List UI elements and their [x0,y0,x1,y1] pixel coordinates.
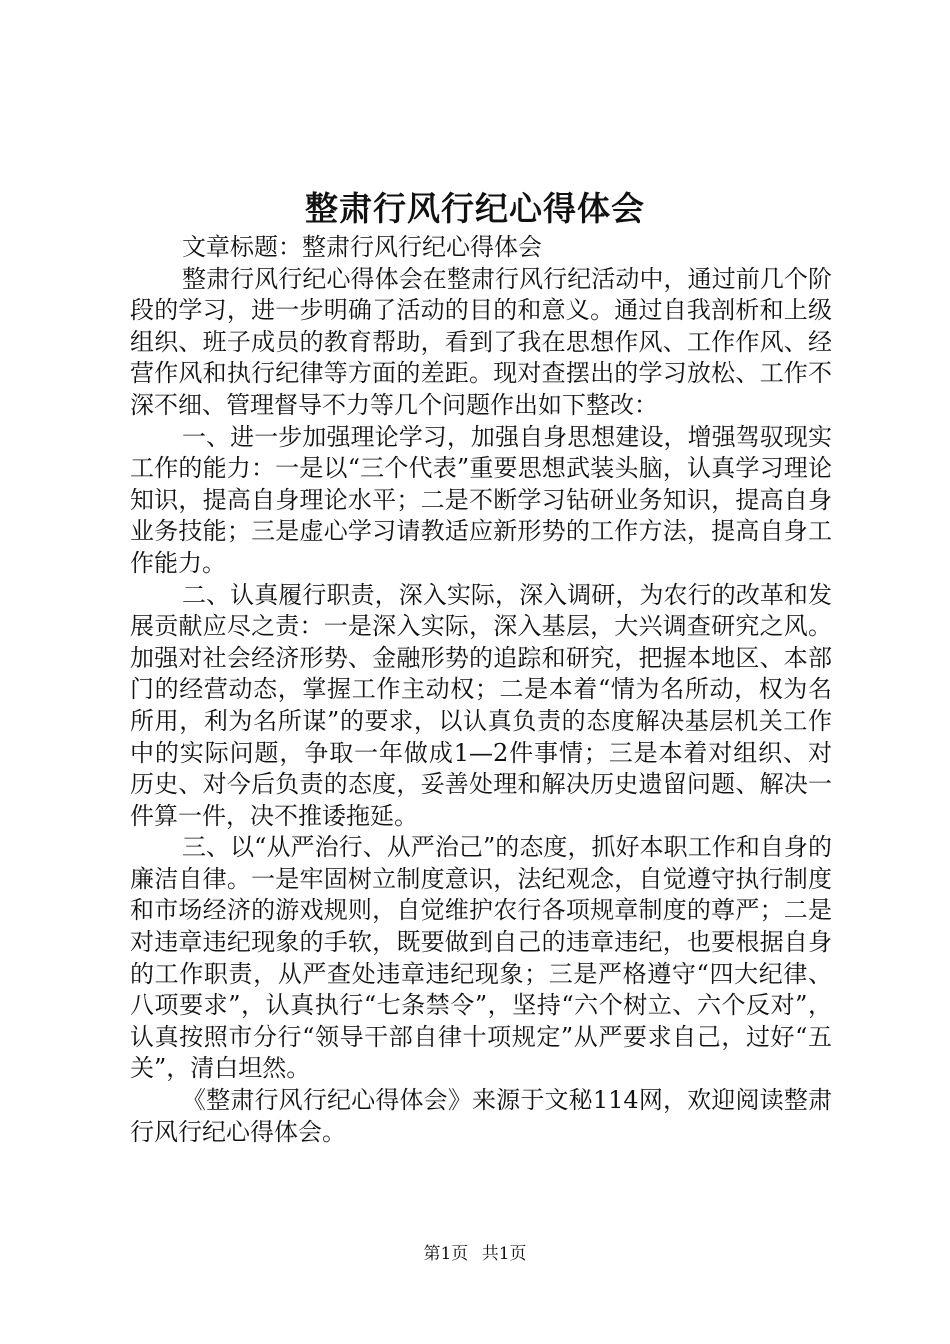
source-note-paragraph: 《整肃行风行纪心得体会》来源于文秘114网，欢迎阅读整肃行风行纪心得体会。 [130,1086,832,1146]
article-title-line: 文章标题：整肃行风行纪心得体会 [182,233,542,261]
page-number: 第1页 [423,1244,469,1264]
intro-paragraph: 整肃行风行纪心得体会在整肃行风行纪活动中，通过前几个阶段的学习，进一步明确了活动的目的和意义。通过自我剖析和上级组织、班子成员的教育帮助，看到了我在思想作风、工作作风、经营作风和执行纪律等方面的差距。现对查摆出的学习放松、工作不深不细、管理督导不力等几个问题作出如下整改： [130,264,832,419]
document-body [130,232,832,1148]
section-two-paragraph: 二、认真履行职责，深入实际，深入调研，为农行的改革和发展贡献应尽之责：一是深入实际，深入基层，大兴调查研究之风。加强对社会经济形势、金融形势的追踪和研究，把握本地区、本部门的经营动态，掌握工作主动权；二是本着“情为名所动，权为名所用，利为名所谋”的要求，以认真负责的态度解决基层机关工作中的实际问题，争取一年做成1—2件事情；三是本着对组织、对历史、对今后负责的态度，妥善处理和解决历史遗留问题、解决一件算一件，决不推诿拖延。 [130,580,832,830]
page-total: 共1页 [481,1244,527,1264]
page-footer [0,1242,950,1266]
section-one-paragraph: 一、进一步加强理论学习，加强自身思想建设，增强驾驭现实工作的能力：一是以“三个代表”重要思想武装头脑，认真学习理论知识，提高自身理论水平；二是不断学习钻研业务知识，提高自身业务技能；三是虚心学习请教适应新形势的工作方法，提高自身工作能力。 [130,422,832,577]
section-three-paragraph: 三、以“从严治行、从严治己”的态度，抓好本职工作和自身的廉洁自律。一是牢固树立制度意识，法纪观念，自觉遵守执行制度和市场经济的游戏规则，自觉维护农行各项规章制度的尊严；二是对违章违纪现象的手软，既要做到自己的违章违纪，也要根据自身的工作职责，从严查处违章违纪现象；三是严格遵守“四大纪律、八项要求”，认真执行“七条禁令”，坚持“六个树立、六个反对”，认真按照市分行“领导干部自律十项规定”从严要求自己，过好“五关”，清白坦然。 [130,833,832,1083]
document-title: 整肃行风行纪心得体会 [305,189,645,228]
